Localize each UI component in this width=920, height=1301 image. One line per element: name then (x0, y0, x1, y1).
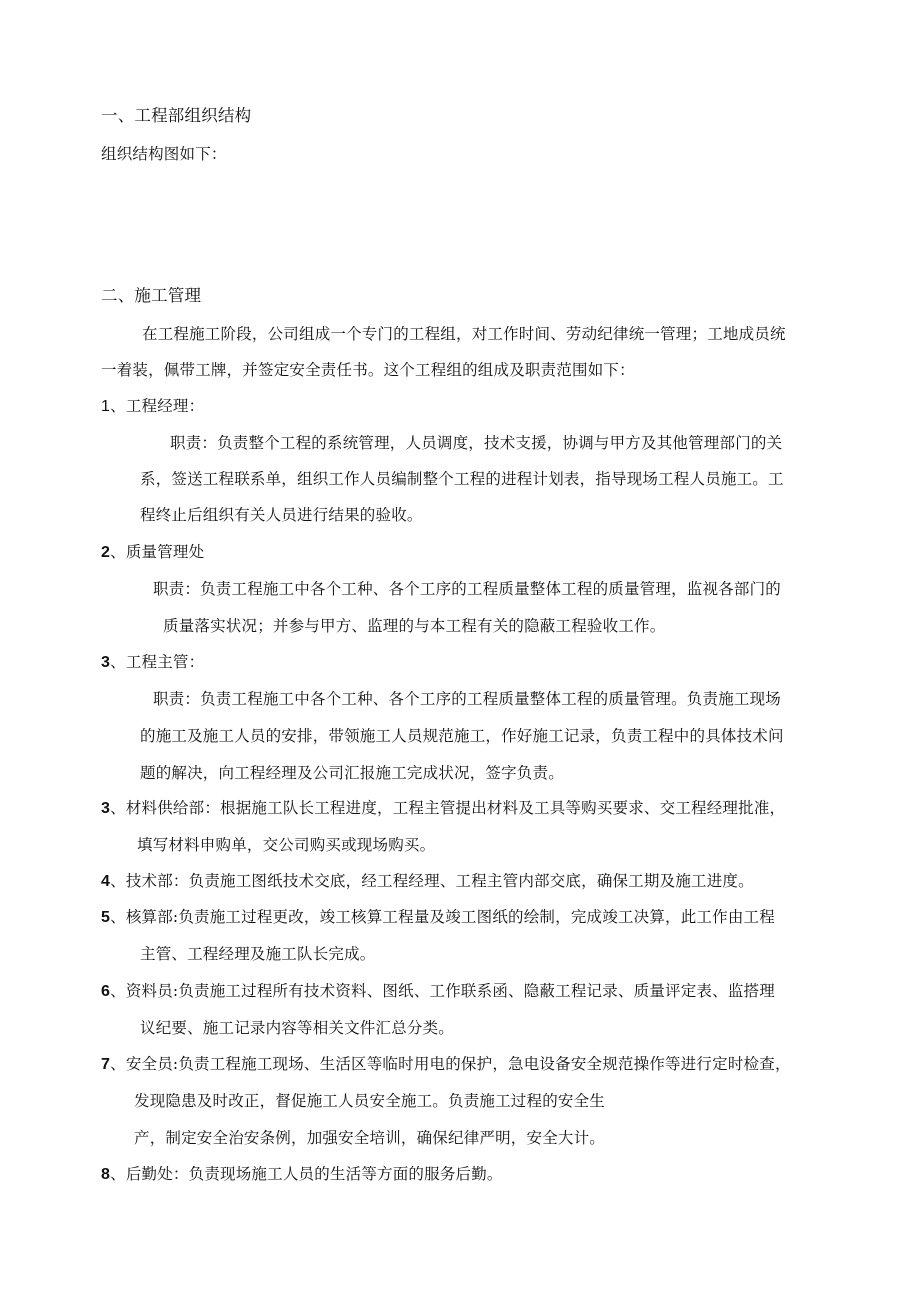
role-title: 核算部:负责施工过程更改，竣工核算工程量及竣工图纸的绘制，完成竣工决算，此工作由工程 (125, 908, 775, 926)
role-8-line-2: 产，制定安全治安条例，加强安全培训，确保纪律严明，安全大计。 (134, 1129, 606, 1147)
role-number: 5 (101, 909, 111, 926)
role-number: 8 (101, 1166, 111, 1183)
role-8-line-1: 发现隐患及时改正，督促施工人员安全施工。负责施工过程的安全生 (134, 1092, 606, 1110)
role-2-line-1: 职责：负责工程施工中各个工种、各个工序的工程质量整体工程的质量管理，监视各部门的 (153, 580, 782, 598)
role-title: 材料供给部：根据施工队长工程进度，工程主管提出材料及工具等购买要求、交工程经理批准， (125, 799, 786, 817)
section2-intro-line-1: 在工程施工阶段，公司组成一个专门的工程组，对工作时间、劳动纪律统一管理；工地成员统 (142, 325, 786, 343)
section1-heading: 一、工程部组织结构 (101, 106, 252, 125)
role-7-line-1: 议纪要、施工记录内容等相关文件汇总分类。 (140, 1019, 455, 1037)
role-1-line-1: 职责：负责整个工程的系统管理，人员调度，技术支援，协调与甲方及其他管理部门的关 (170, 434, 783, 452)
role-number: 7 (101, 1056, 111, 1073)
role-1-line-3: 程终止后组织有关人员进行结果的验收。 (140, 506, 423, 524)
role-number: 3 (101, 654, 111, 671)
role-number: 3 (101, 800, 111, 817)
role-separator: 、 (110, 982, 126, 1000)
role-separator: 、 (110, 872, 126, 890)
role-2-line-2: 质量落实状况；并参与甲方、监理的与本工程有关的隐蔽工程验收工作。 (163, 617, 666, 635)
section2-heading: 二、施工管理 (101, 286, 202, 305)
role-item-1 (101, 396, 204, 417)
role-number: 2 (101, 544, 111, 561)
role-item-6 (101, 907, 775, 928)
role-number: 4 (101, 873, 111, 890)
role-3-line-2: 的施工及施工人员的安排，带领施工人员规范施工，作好施工记录，负责工程中的具体技术问 (140, 727, 784, 745)
role-4-line-1: 填写材料申购单，交公司购买或现场购买。 (137, 836, 436, 854)
role-title: 工程主管： (125, 653, 205, 671)
role-number: 6 (101, 983, 111, 1000)
role-separator: 、 (110, 908, 126, 926)
role-item-8 (101, 1054, 791, 1075)
role-item-4 (101, 798, 785, 819)
role-separator: 、 (110, 1165, 126, 1183)
role-title: 资料员:负责施工过程所有技术资料、图纸、工作联系函、隐蔽工程记录、质量评定表、监搭理 (125, 982, 775, 1000)
role-title: 安全员:负责工程施工现场、生活区等临时用电的保护，急电设备安全规范操作等进行定时检查， (125, 1055, 791, 1073)
section1-intro: 组织结构图如下： (101, 145, 227, 163)
role-item-7 (101, 981, 775, 1002)
role-1-line-2: 系，签送工程联系单，组织工作人员编制整个工程的进程计划表，指导现场工程人员施工。工 (140, 470, 784, 488)
role-number: 1 (101, 398, 111, 415)
role-separator: 、 (110, 799, 126, 817)
role-separator: 、 (110, 543, 126, 561)
role-title: 技术部：负责施工图纸技术交底，经工程经理、工程主管内部交底，确保工期及施工进度。 (125, 872, 754, 890)
role-3-line-3: 题的解决，向工程经理及公司汇报施工完成状况，签字负责。 (140, 764, 564, 782)
role-3-line-1: 职责：负责工程施工中各个工种、各个工序的工程质量整体工程的质量管理。负责施工现场 (153, 690, 782, 708)
role-item-3 (101, 652, 204, 673)
role-item-5 (101, 871, 754, 892)
role-title: 工程经理： (125, 397, 205, 415)
role-title: 质量管理处 (125, 543, 205, 561)
role-6-line-1: 主管、工程经理及施工队长完成。 (140, 945, 376, 963)
role-item-9 (101, 1164, 503, 1185)
role-separator: 、 (110, 1055, 126, 1073)
section2-intro-line-2: 一着装，佩带工牌，并签定安全责任书。这个工程组的组成及职责范围如下： (101, 361, 635, 379)
role-separator: 、 (110, 397, 126, 415)
role-title: 后勤处：负责现场施工人员的生活等方面的服务后勤。 (125, 1165, 503, 1183)
role-item-2 (101, 542, 204, 563)
role-separator: 、 (110, 653, 126, 671)
